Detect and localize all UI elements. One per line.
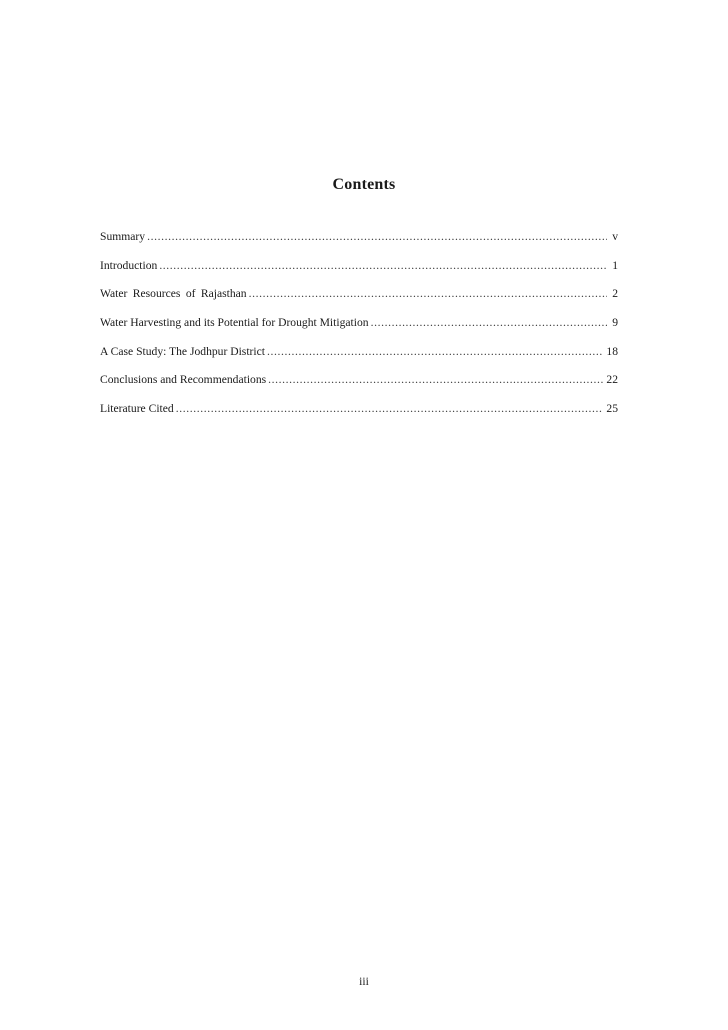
toc-entry-title: Conclusions and Recommendations: [100, 373, 267, 387]
page-title: Contents: [332, 176, 396, 193]
toc-entry-literature-cited[interactable]: [100, 402, 618, 431]
toc-entry-introduction[interactable]: [100, 259, 618, 288]
toc-entry-title: Literature Cited: [100, 402, 174, 416]
page-number: iii: [359, 975, 369, 988]
table-of-contents: [100, 230, 618, 431]
toc-entry-title: Summary: [100, 230, 146, 243]
toc-entry-water-resources[interactable]: [100, 287, 618, 316]
toc-entry-page: 25: [606, 402, 618, 416]
toc-entry-title: A Case Study: The Jodhpur District: [100, 344, 265, 358]
dot-leader: [159, 259, 607, 273]
dot-leader: [176, 402, 604, 416]
dot-leader: [371, 316, 607, 330]
dot-leader: [147, 230, 607, 244]
toc-entry-summary[interactable]: [100, 230, 618, 259]
toc-entry-conclusions[interactable]: [100, 373, 618, 402]
toc-entry-page: 22: [606, 373, 618, 387]
toc-entry-water-harvesting[interactable]: [100, 316, 618, 345]
dot-leader: [268, 373, 603, 387]
toc-entry-title: Introduction: [100, 258, 158, 272]
toc-entry-page: 2: [612, 287, 618, 301]
toc-entry-page: 1: [612, 258, 618, 272]
toc-entry-title: Water Resources of Rajasthan: [100, 287, 247, 301]
toc-entry-page: 18: [606, 344, 618, 358]
toc-entry-case-study[interactable]: [100, 345, 618, 374]
toc-entry-title: Water Harvesting and its Potential for Drought Mitigation: [100, 316, 369, 330]
dot-leader: [267, 345, 603, 359]
toc-entry-page: 9: [612, 316, 618, 330]
dot-leader: [249, 287, 607, 301]
toc-entry-page: v: [612, 230, 618, 243]
